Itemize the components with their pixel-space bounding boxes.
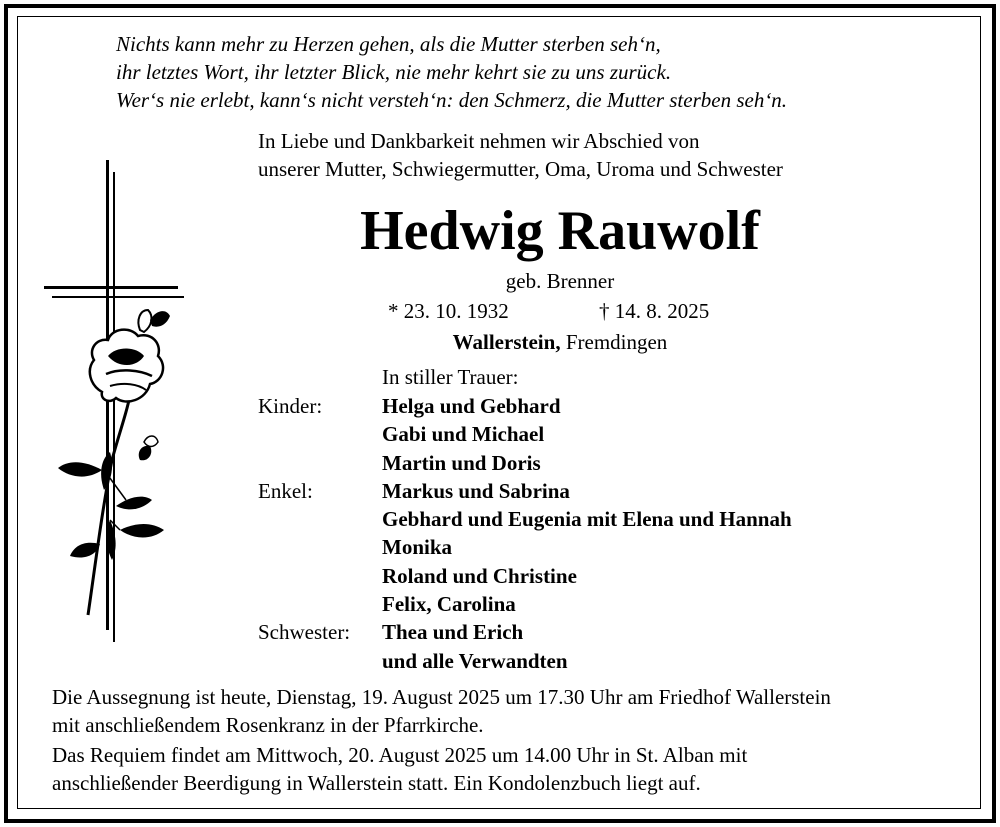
- requiem-paragraph: [52, 741, 831, 797]
- family-name: Roland und Christine: [382, 563, 577, 588]
- family-list: [258, 392, 792, 675]
- family-label: [258, 590, 382, 618]
- intro-text: [258, 127, 783, 183]
- requiem-line: anschließender Beerdigung in Wallerstein statt. Ein Kondolenzbuch liegt auf.: [52, 771, 701, 795]
- family-row: [258, 618, 792, 646]
- places: [300, 329, 820, 355]
- family-label: [258, 505, 382, 533]
- death-date: † 14. 8. 2025: [599, 299, 710, 323]
- family-label: [258, 420, 382, 448]
- poem-line: ihr letztes Wort, ihr letzter Blick, nie mehr kehrt sie zu uns zurück.: [116, 60, 672, 84]
- family-name: Markus und Sabrina: [382, 478, 570, 503]
- family-label: Kinder:: [258, 394, 323, 418]
- family-name: Gebhard und Eugenia mit Elena und Hannah: [382, 507, 792, 532]
- cross-with-rose-icon: [40, 160, 190, 660]
- family-row: [258, 533, 792, 561]
- birth-date: * 23. 10. 1932: [388, 299, 509, 323]
- family-name: Helga und Gebhard: [382, 394, 561, 418]
- intro-line: In Liebe und Dankbarkeit nehmen wir Abschied von: [258, 129, 700, 153]
- family-row: [258, 477, 792, 505]
- requiem-line: Das Requiem findet am Mittwoch, 20. August 2025 um 14.00 Uhr in St. Alban mit: [52, 743, 748, 767]
- family-row: [258, 505, 792, 533]
- family-name: und alle Verwandten: [382, 648, 568, 673]
- family-row: [258, 590, 792, 618]
- ceremony-info: [52, 683, 831, 799]
- poem: [116, 30, 787, 114]
- deceased-name: Hedwig Rauwolf: [360, 200, 760, 262]
- family-label: [258, 562, 382, 590]
- funeral-paragraph: [52, 683, 831, 739]
- family-row: [258, 449, 792, 477]
- place-secondary: Fremdingen: [565, 330, 668, 354]
- poem-line: Wer‘s nie erlebt, kann‘s nicht versteh‘n: den Schmerz, die Mutter sterben seh‘n.: [116, 88, 788, 112]
- family-row: [258, 392, 792, 420]
- family-name: Thea und Erich: [382, 620, 524, 645]
- family-name: Felix, Carolina: [382, 592, 516, 617]
- birth-name: geb. Brenner: [505, 269, 615, 293]
- family-name: Gabi und Michael: [382, 422, 545, 447]
- intro-line: unserer Mutter, Schwiegermutter, Oma, Uroma und Schwester: [258, 157, 783, 181]
- family-label: Enkel:: [258, 478, 313, 503]
- poem-line: Nichts kann mehr zu Herzen gehen, als die Mutter sterben seh‘n,: [116, 32, 661, 56]
- mourning-label: In stiller Trauer:: [382, 365, 519, 389]
- family-name: Martin und Doris: [382, 450, 541, 475]
- family-row: [258, 647, 792, 675]
- family-label: [258, 647, 382, 675]
- family-label: [258, 533, 382, 561]
- place-primary: Wallerstein,: [452, 330, 561, 354]
- family-row: [258, 420, 792, 448]
- family-label: [258, 449, 382, 477]
- family-name: Monika: [382, 535, 453, 560]
- family-label: Schwester:: [258, 620, 351, 645]
- family-row: [258, 562, 792, 590]
- funeral-line: mit anschließendem Rosenkranz in der Pfarrkirche.: [52, 713, 484, 737]
- funeral-line: Die Aussegnung ist heute, Dienstag, 19. August 2025 um 17.30 Uhr am Friedhof Wallerstein: [52, 685, 831, 709]
